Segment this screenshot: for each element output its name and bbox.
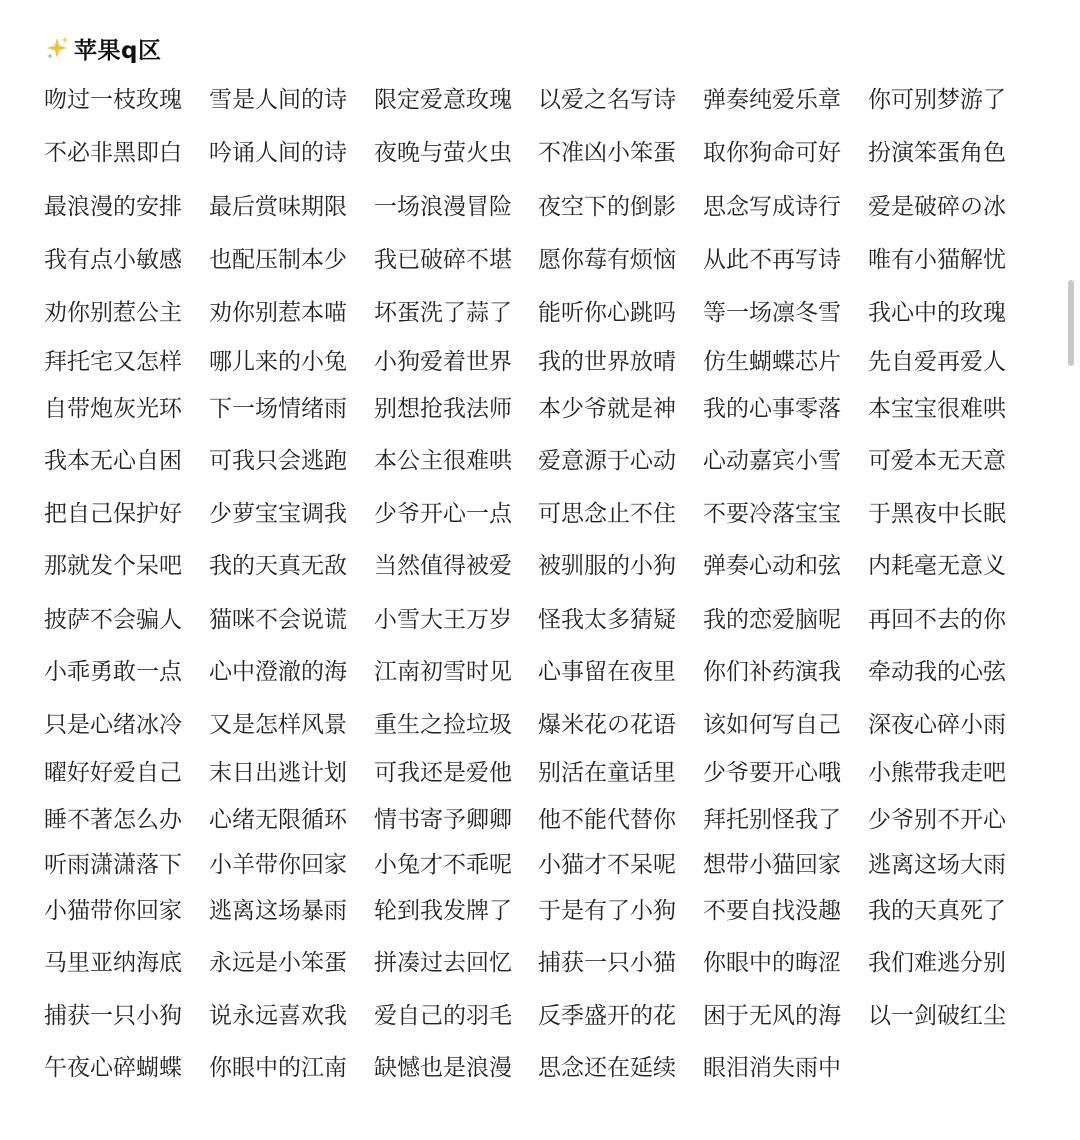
name-item: 也配压制本少 <box>209 247 347 273</box>
name-item: 被驯服的小狗 <box>538 553 676 579</box>
name-item: 深夜心碎小雨 <box>868 712 1006 738</box>
name-item: 小雪大王万岁 <box>374 607 512 633</box>
name-item: 披萨不会骗人 <box>44 607 182 633</box>
name-item: 可思念止不住 <box>538 501 676 527</box>
name-item: 睡不著怎么办 <box>44 807 182 833</box>
name-item: 江南初雪时见 <box>374 659 512 685</box>
name-item: 心动嘉宾小雪 <box>703 448 841 474</box>
name-item: 永远是小笨蛋 <box>209 950 347 976</box>
name-item: 我已破碎不堪 <box>374 247 512 273</box>
name-item: 猫咪不会说谎 <box>209 607 347 633</box>
name-row <box>44 891 1044 931</box>
name-item: 可爱本无天意 <box>868 448 1006 474</box>
name-item: 心中澄澈的海 <box>209 659 347 685</box>
name-item: 不要冷落宝宝 <box>703 501 841 527</box>
name-item: 我的天真死了 <box>868 898 1006 924</box>
name-item: 又是怎样风景 <box>209 712 347 738</box>
name-row <box>44 293 1044 333</box>
name-item: 你们补药演我 <box>703 659 841 685</box>
name-row <box>44 1048 1044 1088</box>
name-item: 少爷开心一点 <box>374 501 512 527</box>
name-row <box>44 441 1044 481</box>
name-item: 扮演笨蛋角色 <box>868 140 1006 166</box>
name-row <box>44 389 1044 429</box>
name-item: 小兔才不乖呢 <box>374 852 512 878</box>
name-row <box>44 753 1044 793</box>
name-item: 你眼中的江南 <box>209 1055 347 1081</box>
page-title: 苹果q区 <box>74 37 162 64</box>
name-item: 拜托别怪我了 <box>703 807 841 833</box>
name-item: 我的天真无敌 <box>209 553 347 579</box>
name-item: 弹奏心动和弦 <box>703 553 841 579</box>
name-item: 我的世界放晴 <box>538 349 676 375</box>
name-item: 不要自找没趣 <box>703 898 841 924</box>
name-item: 思念还在延续 <box>538 1055 676 1081</box>
name-item: 眼泪消失雨中 <box>703 1055 841 1081</box>
name-item: 以爱之名写诗 <box>538 87 676 113</box>
name-item: 少爷别不开心 <box>868 807 1006 833</box>
name-item: 说永远喜欢我 <box>209 1003 347 1029</box>
name-item: 心事留在夜里 <box>538 659 676 685</box>
name-item: 劝你别惹公主 <box>44 300 182 326</box>
name-item: 爱是破碎の冰 <box>868 194 1006 220</box>
name-item: 小猫带你回家 <box>44 898 182 924</box>
name-item: 反季盛开的花 <box>538 1003 676 1029</box>
name-item: 末日出逃计划 <box>209 760 347 786</box>
name-item: 仿生蝴蝶芯片 <box>703 349 841 375</box>
name-item: 只是心绪冰冷 <box>44 712 182 738</box>
name-item: 小狗爱着世界 <box>374 349 512 375</box>
name-item: 能听你心跳吗 <box>538 300 676 326</box>
name-item: 限定爱意玫瑰 <box>374 87 512 113</box>
name-item: 小羊带你回家 <box>209 852 347 878</box>
name-row <box>44 845 1044 885</box>
name-item: 小猫才不呆呢 <box>538 852 676 878</box>
name-item: 小乖勇敢一点 <box>44 659 182 685</box>
name-item: 拜托宅又怎样 <box>44 349 182 375</box>
name-item: 逃离这场暴雨 <box>209 898 347 924</box>
name-item: 雪是人间的诗 <box>209 87 347 113</box>
name-item: 心绪无限循环 <box>209 807 347 833</box>
name-item: 爆米花の花语 <box>538 712 676 738</box>
name-item: 午夜心碎蝴蝶 <box>44 1055 182 1081</box>
name-item: 我的恋爱脑呢 <box>703 607 841 633</box>
name-item: 愿你莓有烦恼 <box>538 247 676 273</box>
sparkles-icon <box>44 34 72 62</box>
name-item: 思念写成诗行 <box>703 194 841 220</box>
name-item: 重生之捡垃圾 <box>374 712 512 738</box>
name-item: 本公主很难哄 <box>374 448 512 474</box>
name-item: 夜空下的倒影 <box>538 194 676 220</box>
name-item: 唯有小猫解忧 <box>868 247 1006 273</box>
name-item: 你眼中的晦涩 <box>703 950 841 976</box>
section-header <box>44 30 161 66</box>
name-item: 该如何写自己 <box>703 712 841 738</box>
name-row <box>44 494 1044 534</box>
name-row <box>44 943 1044 983</box>
name-item: 吻过一枝玫瑰 <box>44 87 182 113</box>
name-item: 怪我太多猜疑 <box>538 607 676 633</box>
name-item: 本宝宝很难哄 <box>868 396 1006 422</box>
name-item: 马里亚纳海底 <box>44 950 182 976</box>
name-item: 逃离这场大雨 <box>868 852 1006 878</box>
name-item: 情书寄予卿卿 <box>374 807 512 833</box>
name-row <box>44 342 1044 382</box>
name-item: 哪儿来的小兔 <box>209 349 347 375</box>
name-item: 爱自己的羽毛 <box>374 1003 512 1029</box>
name-item: 少萝宝宝调我 <box>209 501 347 527</box>
name-item: 于黑夜中长眠 <box>868 501 1006 527</box>
name-item: 自带炮灰光环 <box>44 396 182 422</box>
name-item: 弹奏纯爱乐章 <box>703 87 841 113</box>
name-row <box>44 600 1044 640</box>
name-item: 轮到我发牌了 <box>374 898 512 924</box>
name-item: 我的心事零落 <box>703 396 841 422</box>
name-item: 他不能代替你 <box>538 807 676 833</box>
name-item: 捕获一只小狗 <box>44 1003 182 1029</box>
name-item: 那就发个呆吧 <box>44 553 182 579</box>
name-item: 等一场凛冬雪 <box>703 300 841 326</box>
name-item: 我们难逃分别 <box>868 950 1006 976</box>
name-item: 取你狗命可好 <box>703 140 841 166</box>
name-item: 坏蛋洗了蒜了 <box>374 300 512 326</box>
name-item: 最后赏味期限 <box>209 194 347 220</box>
name-item: 你可别梦游了 <box>868 87 1006 113</box>
name-row <box>44 240 1044 280</box>
name-item: 曜好好爱自己 <box>44 760 182 786</box>
name-item: 缺憾也是浪漫 <box>374 1055 512 1081</box>
name-item: 拼凑过去回忆 <box>374 950 512 976</box>
name-item: 于是有了小狗 <box>538 898 676 924</box>
name-item: 我心中的玫瑰 <box>868 300 1006 326</box>
name-item: 吟诵人间的诗 <box>209 140 347 166</box>
name-item: 内耗毫无意义 <box>868 553 1006 579</box>
name-row <box>44 80 1044 120</box>
name-item: 捕获一只小猫 <box>538 950 676 976</box>
scrollbar[interactable] <box>1068 280 1074 366</box>
name-item: 少爷要开心哦 <box>703 760 841 786</box>
name-item: 可我还是爱他 <box>374 760 512 786</box>
name-row <box>44 652 1044 692</box>
name-item: 再回不去的你 <box>868 607 1006 633</box>
name-item: 一场浪漫冒险 <box>374 194 512 220</box>
name-item: 小熊带我走吧 <box>868 760 1006 786</box>
name-row <box>44 996 1044 1036</box>
name-item: 先自爱再爱人 <box>868 349 1006 375</box>
name-row <box>44 187 1044 227</box>
name-row <box>44 546 1044 586</box>
name-item: 最浪漫的安排 <box>44 194 182 220</box>
name-item: 把自己保护好 <box>44 501 182 527</box>
name-item: 从此不再写诗 <box>703 247 841 273</box>
name-row <box>44 133 1044 173</box>
name-item: 我本无心自困 <box>44 448 182 474</box>
name-item: 想带小猫回家 <box>703 852 841 878</box>
name-item: 牵动我的心弦 <box>868 659 1006 685</box>
name-item: 别活在童话里 <box>538 760 676 786</box>
name-item: 听雨潇潇落下 <box>44 852 182 878</box>
name-row <box>44 800 1044 840</box>
name-row <box>44 705 1044 745</box>
name-item: 以一剑破红尘 <box>868 1003 1006 1029</box>
name-item: 爱意源于心动 <box>538 448 676 474</box>
name-item: 夜晚与萤火虫 <box>374 140 512 166</box>
name-item: 我有点小敏感 <box>44 247 182 273</box>
name-item: 困于无风的海 <box>703 1003 841 1029</box>
name-item: 别想抢我法师 <box>374 396 512 422</box>
name-item: 可我只会逃跑 <box>209 448 347 474</box>
name-item: 下一场情绪雨 <box>209 396 347 422</box>
name-item: 本少爷就是神 <box>538 396 676 422</box>
name-item: 劝你别惹本喵 <box>209 300 347 326</box>
name-item: 当然值得被爱 <box>374 553 512 579</box>
name-item: 不必非黑即白 <box>44 140 182 166</box>
name-item: 不准凶小笨蛋 <box>538 140 676 166</box>
